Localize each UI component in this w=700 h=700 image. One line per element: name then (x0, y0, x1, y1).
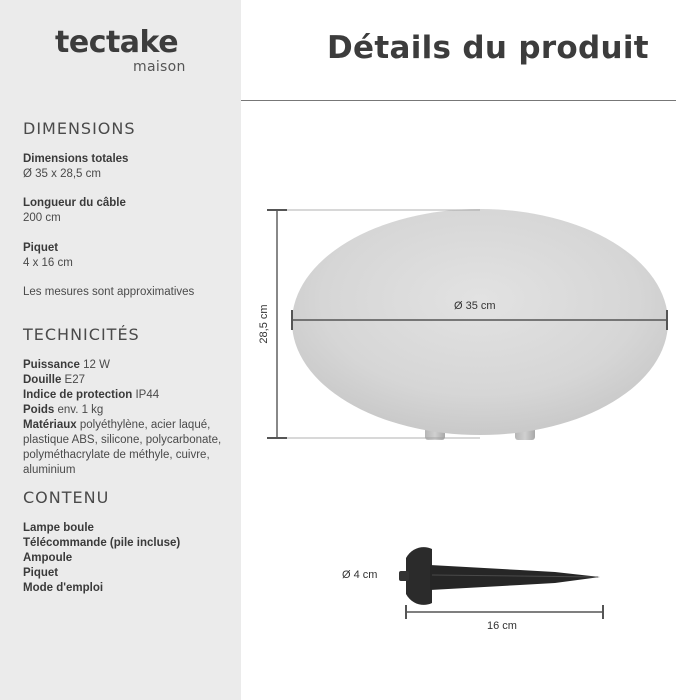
cable-length-label: Longueur du câble (23, 197, 126, 209)
page-title: Détails du produit (327, 30, 649, 66)
stake-length-label: 16 cm (487, 620, 517, 632)
content-item: Ampoule (23, 552, 73, 564)
spec-socket (23, 373, 233, 388)
total-dimensions (23, 152, 233, 182)
spec-materials-label: Matériaux (23, 419, 77, 431)
info-sidebar (0, 0, 241, 700)
spec-weight (23, 403, 233, 418)
brand-name: tectake (55, 25, 179, 60)
spec-materials (23, 418, 233, 478)
spec-weight-label: Poids (23, 404, 55, 416)
ground-stake (399, 547, 600, 605)
dimensions-heading: DIMENSIONS (23, 119, 136, 138)
measure-note: Les mesures sont approximatives (23, 286, 195, 298)
stake-size-value: 4 x 16 cm (23, 257, 73, 269)
total-dimensions-value: Ø 35 x 28,5 cm (23, 168, 101, 180)
brand-logo (55, 25, 195, 75)
spec-power-label: Puissance (23, 359, 80, 371)
spec-materials-value: polyéthylène, acier laqué, plastique ABS, silicone, polycarbonate, polyméthacrylate de méthyle, cuivre, aluminium (23, 419, 222, 476)
cable-length-value: 200 cm (23, 212, 61, 224)
contents-list (23, 521, 233, 596)
technical-heading: TECHNICITÉS (23, 325, 140, 344)
stake-size-label: Piquet (23, 242, 59, 254)
stake-size (23, 241, 233, 271)
spec-ip-label: Indice de protection (23, 389, 133, 401)
content-item: Lampe boule (23, 522, 94, 534)
technical-specs (23, 358, 233, 478)
spec-socket-value: E27 (64, 374, 86, 386)
spec-ip (23, 388, 233, 403)
content-item: Mode d'emploi (23, 582, 104, 594)
spec-weight-value: env. 1 kg (57, 404, 104, 416)
lamp-ball (292, 209, 668, 435)
brand-subtitle: maison (133, 59, 186, 75)
lamp-width-label: Ø 35 cm (454, 300, 496, 312)
content-item: Télécommande (pile incluse) (23, 537, 181, 549)
spec-power (23, 358, 233, 373)
contents-heading: CONTENU (23, 488, 110, 507)
spec-socket-label: Douille (23, 374, 62, 386)
total-dimensions-label: Dimensions totales (23, 153, 129, 165)
product-drawing (241, 0, 700, 700)
content-item: Piquet (23, 567, 59, 579)
cable-length (23, 196, 233, 226)
stake-diameter-label: Ø 4 cm (342, 569, 378, 581)
spec-power-value: 12 W (83, 359, 110, 371)
spec-ip-value: IP44 (135, 389, 160, 401)
lamp-height-label: 28,5 cm (258, 304, 270, 344)
